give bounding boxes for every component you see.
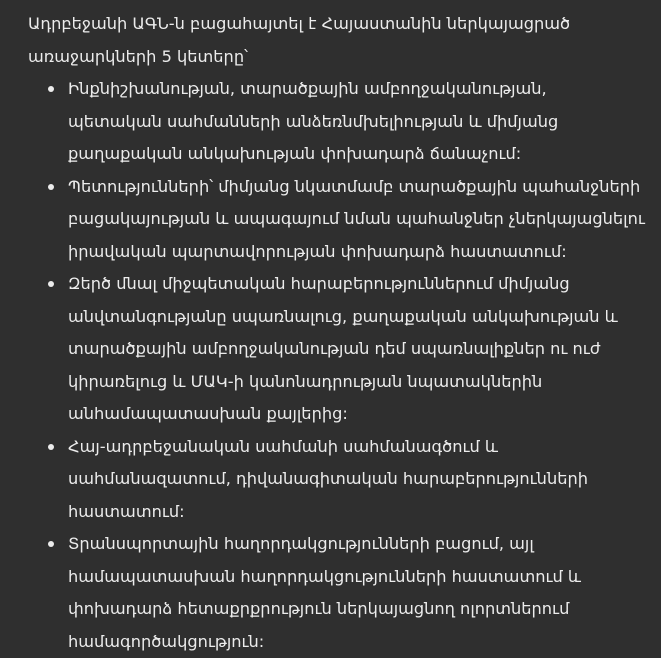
list-item: Պետությունների՝ միմյանց նկատմամբ տարածքային պահանջների բացակայության և ապագայում նման պահանջներ չներկայացնելու իրավական պարտավորության փոխադարձ հաստատում:	[68, 171, 645, 269]
points-list	[28, 73, 645, 658]
chat-message	[0, 8, 661, 658]
list-item: Զերծ մնալ միջպետական հարաբերություններում միմյանց անվտանգությանը սպառնալուց, քաղաքական անկախության և տարածքային ամբողջականության դեմ սպառնալիքներ ու ուժ կիրառելուց և ՄԱԿ-ի կանոնադրության նպատակներին անհամապատասխան քայլերից:	[68, 268, 645, 431]
list-item: Ինքնիշխանության, տարածքային ամբողջականության, պետական սահմանների անձեռնմխելիության և միմյանց քաղաքական անկախության փոխադարձ ճանաչում:	[68, 73, 645, 171]
list-item: Հայ-ադրբեջանական սահմանի սահմանագծում և սահմանազատում, դիվանագիտական հարաբերությունների հաստատում:	[68, 431, 645, 529]
message-intro: Ադրբեջանի ԱԳՆ-ն բացահայտել է Հայաստանին ներկայացրած առաջարկների 5 կետերը՝	[28, 14, 571, 66]
list-item: Տրանսպորտային հաղորդակցությունների բացում, այլ համապատասխան հաղորդակցությունների հաստատում և փոխադարձ հետաքրքրություն ներկայացնող ոլորտներում համագործակցություն:	[68, 528, 645, 658]
